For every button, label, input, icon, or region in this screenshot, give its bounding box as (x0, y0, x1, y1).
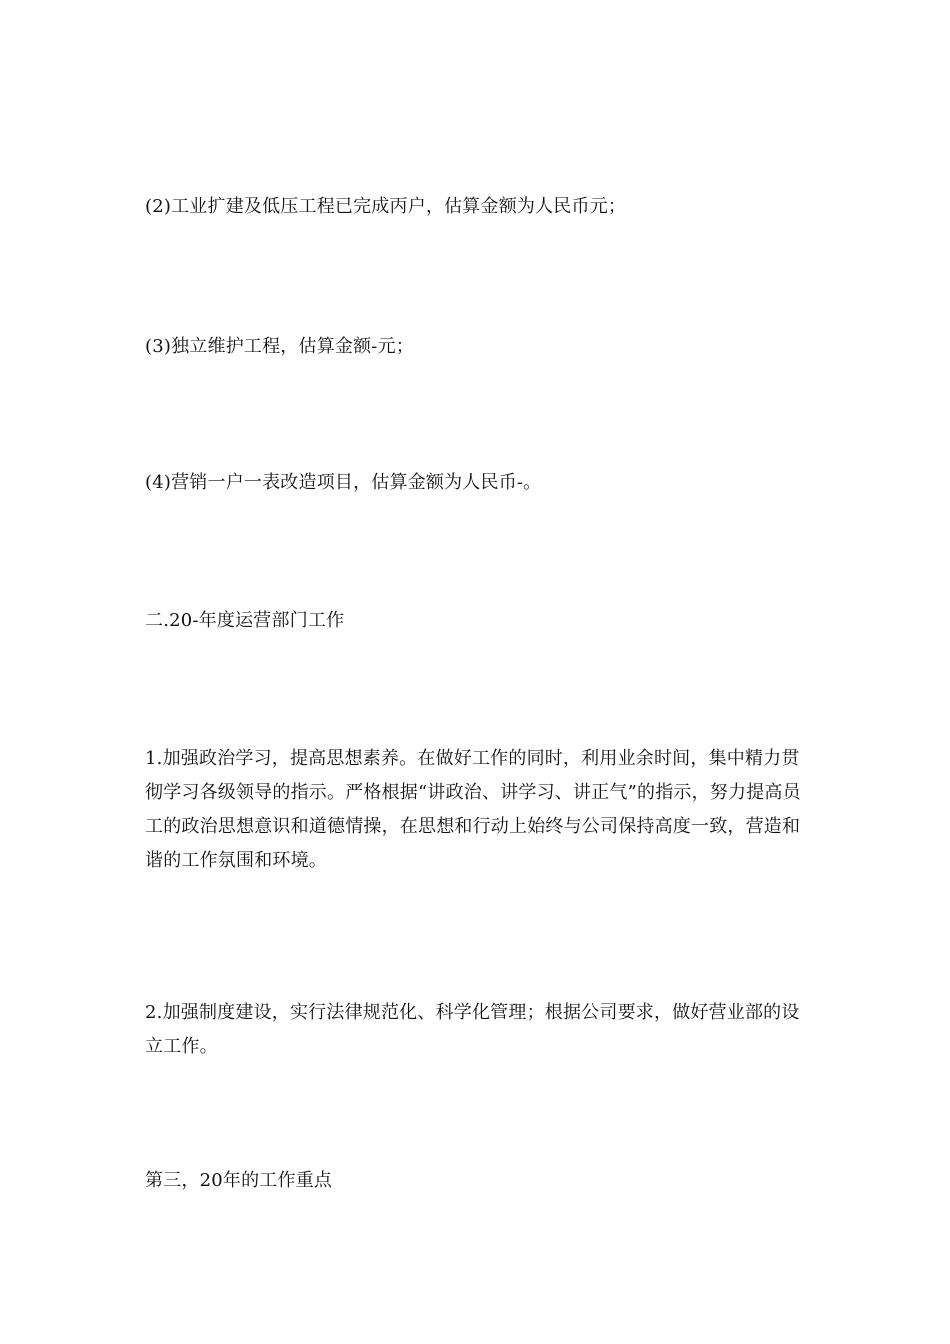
paragraph-system-building: 2.加强制度建设，实行法律规范化、科学化管理；根据公司要求，做好营业部的设立工作。 (145, 1002, 800, 1057)
paragraph-political-study: 1.加强政治学习，提高思想素养。在做好工作的同时，利用业余时间，集中精力贯彻学习各级领导的指示。严格根据“讲政治、讲学习、讲正气”的指示，努力提高员工的政治思想意识和道德情操，在思想和行动上始终与公司保持高度一致，营造和谐的工作氛围和环境。 (145, 748, 801, 871)
section-heading-work-focus: 第三，20年的工作重点 (145, 1170, 333, 1191)
item-2-industrial-expansion: (2)工业扩建及低压工程已完成丙户，估算金额为人民币元； (145, 196, 627, 217)
section-heading-operations: 二.20-年度运营部门工作 (145, 610, 345, 631)
item-4-meter-retrofit: (4)营销一户一表改造项目，估算金额为人民币-。 (145, 472, 542, 493)
item-3-independent-maintenance: (3)独立维护工程，估算金额-元； (145, 336, 414, 357)
